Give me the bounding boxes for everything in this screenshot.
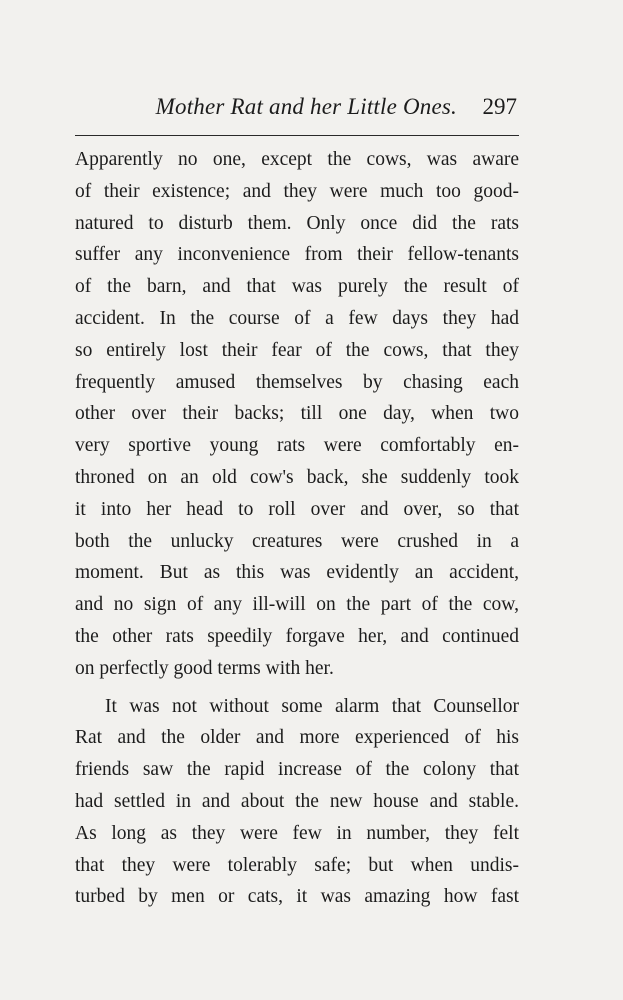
text-line: and no sign of any ill-will on the part of the cow,	[75, 594, 519, 616]
text-line: on perfectly good terms with her.	[75, 657, 334, 679]
text-line: Apparently no one, except the cows, was aware	[75, 149, 519, 170]
text-line: of their existence; and they were much too good-	[75, 180, 519, 202]
text-line: moment. But as this was evidently an accident,	[75, 562, 519, 584]
text-line: friends saw the rapid increase of the colony that	[75, 759, 519, 781]
header-rule	[75, 135, 519, 136]
page-number: 297	[482, 94, 517, 119]
text-line: other over their backs; till one day, when two	[75, 403, 519, 425]
text-line: Rat and the older and more experienced of his	[75, 727, 519, 749]
text-line: It was not without some alarm that Counsellor	[105, 695, 519, 717]
text-line: suffer any inconvenience from their fellow-tenants	[75, 244, 519, 266]
text-line: it into her head to roll over and over, so that	[75, 498, 519, 520]
text-line: so entirely lost their fear of the cows, that they	[75, 339, 519, 361]
running-head	[75, 88, 517, 128]
text-line: accident. In the course of a few days they had	[75, 307, 519, 329]
text-line: throned on an old cow's back, she suddenly took	[75, 466, 519, 488]
text-line: As long as they were few in number, they felt	[75, 822, 519, 844]
paragraph-1	[75, 144, 519, 685]
text-line: very sportive young rats were comfortably en-	[75, 435, 519, 457]
text-line: the other rats speedily forgave her, and continued	[75, 625, 519, 647]
text-line: turbed by men or cats, it was amazing how fast	[75, 886, 519, 908]
running-title: Mother Rat and her Little Ones.	[155, 94, 457, 119]
paragraph-2	[75, 691, 519, 914]
text-line: frequently amused themselves by chasing each	[75, 371, 519, 393]
text-line: both the unlucky creatures were crushed in a	[75, 530, 519, 552]
text-line: of the barn, and that was purely the result of	[75, 276, 519, 298]
text-line: that they were tolerably safe; but when undis-	[75, 854, 519, 876]
text-line: had settled in and about the new house and stable.	[75, 790, 519, 812]
body-text	[75, 144, 519, 913]
text-line: natured to disturb them. Only once did the rats	[75, 212, 519, 234]
